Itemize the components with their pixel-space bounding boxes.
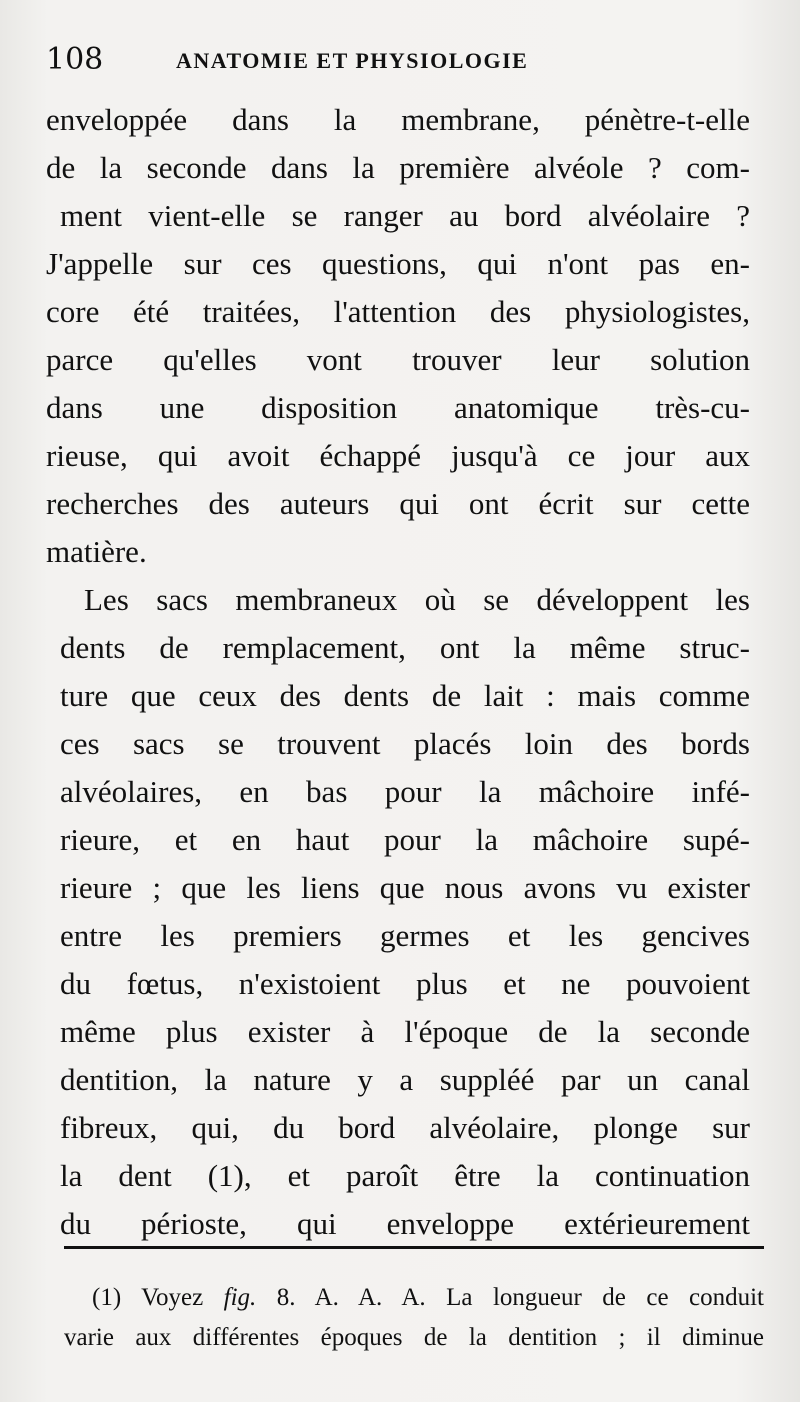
- text-line: rieure, et en haut pour la mâchoire supé-: [60, 822, 750, 857]
- text-line: J'appelle sur ces questions, qui n'ont pas en-: [46, 246, 750, 281]
- text-line: parce qu'elles vont trouver leur solution: [46, 342, 750, 377]
- text-line: ces sacs se trouvent placés loin des bords: [60, 726, 750, 761]
- text-line: entre les premiers germes et les gencives: [60, 918, 750, 953]
- text-line: core été traitées, l'attention des physiologistes,: [46, 294, 750, 329]
- running-head: ANATOMIE ET PHYSIOLOGIE: [176, 48, 529, 73]
- text-line: du périoste, qui enveloppe extérieurement: [60, 1206, 750, 1241]
- footnote-line: varie aux différentes époques de la dentition ; il diminue: [64, 1324, 764, 1351]
- text-line: dans une disposition anatomique très-cu-: [46, 390, 750, 425]
- page-header: [46, 38, 746, 82]
- footnote-divider: [64, 1246, 764, 1249]
- text-line: enveloppée dans la membrane, pénètre-t-elle: [46, 102, 750, 137]
- footnote-line: [64, 1278, 764, 1318]
- text-line: même plus exister à l'époque de la seconde: [60, 1014, 750, 1049]
- text-line: de la seconde dans la première alvéole ? com-: [46, 150, 750, 185]
- text-line: du fœtus, n'existoient plus et ne pouvoient: [60, 966, 750, 1001]
- footnote-suffix: 8. A. A. A. La longueur de ce conduit: [256, 1284, 764, 1311]
- footnote-fig-ref: fig.: [223, 1284, 257, 1311]
- text-line: fibreux, qui, du bord alvéolaire, plonge sur: [60, 1110, 750, 1145]
- paragraph-start-line: Les sacs membraneux où se développent les: [84, 582, 750, 617]
- text-line: ture que ceux des dents de lait : mais comme: [60, 678, 750, 713]
- text-line: alvéolaires, en bas pour la mâchoire infé-: [60, 774, 750, 809]
- text-line: recherches des auteurs qui ont écrit sur cette: [46, 486, 750, 521]
- footnote-prefix: (1) Voyez: [92, 1284, 224, 1311]
- text-line: dentition, la nature y a suppléé par un canal: [60, 1062, 750, 1097]
- text-line: la dent (1), et paroît être la continuation: [60, 1158, 750, 1193]
- text-line: rieuse, qui avoit échappé jusqu'à ce jour aux: [46, 438, 750, 473]
- text-line: ment vient-elle se ranger au bord alvéolaire ?: [60, 198, 750, 233]
- page-number: 108: [46, 42, 104, 77]
- text-line: dents de remplacement, ont la même struc-: [60, 630, 750, 665]
- body-text: [46, 96, 750, 1248]
- text-line: matière.: [46, 534, 147, 569]
- footnote: [64, 1278, 764, 1358]
- text-line: rieure ; que les liens que nous avons vu exister: [60, 870, 750, 905]
